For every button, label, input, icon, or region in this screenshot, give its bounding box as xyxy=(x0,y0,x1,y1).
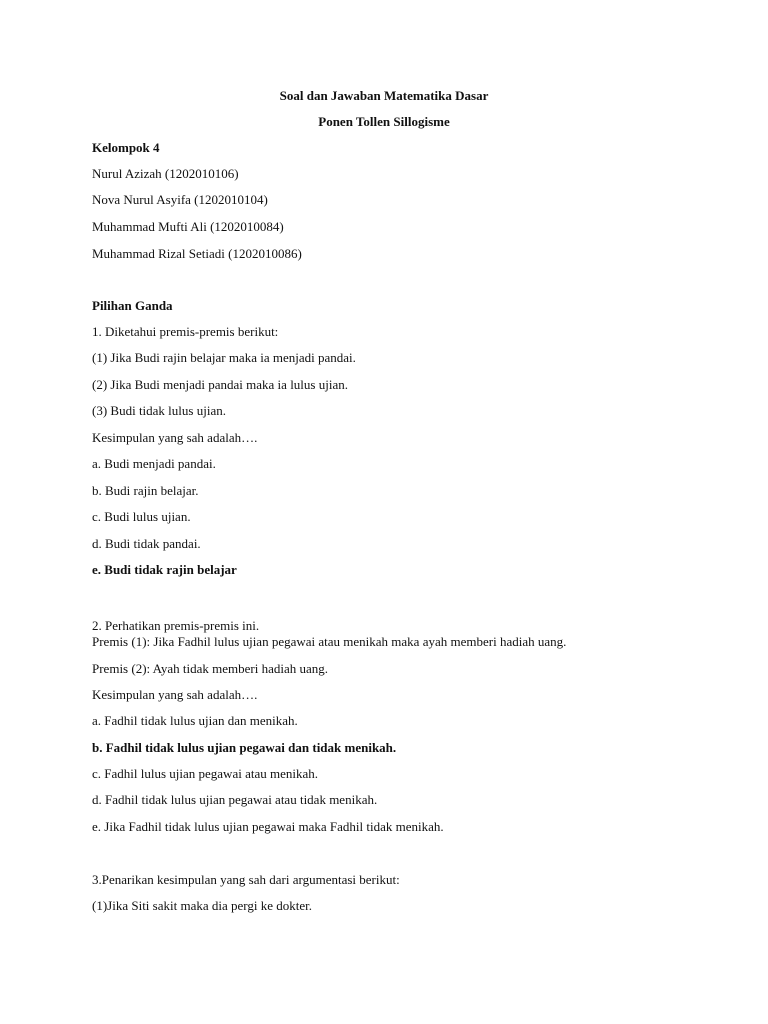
question-1-premise: (2) Jika Budi menjadi pandai maka ia lulus ujian. xyxy=(92,377,348,392)
section-title: Pilihan Ganda xyxy=(92,298,173,313)
group-label: Kelompok 4 xyxy=(92,140,160,155)
question-1-premise: (1) Jika Budi rajin belajar maka ia menjadi pandai. xyxy=(92,350,356,365)
question-2-premise: Premis (2): Ayah tidak memberi hadiah uang. xyxy=(92,661,328,676)
question-2-prompt: Kesimpulan yang sah adalah…. xyxy=(92,687,258,702)
group-member: Nurul Azizah (1202010106) xyxy=(92,166,239,181)
group-member: Nova Nurul Asyifa (1202010104) xyxy=(92,192,268,207)
question-1-option-b: b. Budi rajin belajar. xyxy=(92,483,199,498)
question-1-option-d: d. Budi tidak pandai. xyxy=(92,536,201,551)
question-3-intro: 3.Penarikan kesimpulan yang sah dari argumentasi berikut: xyxy=(92,872,400,887)
question-2-option-d: d. Fadhil tidak lulus ujian pegawai atau tidak menikah. xyxy=(92,792,378,807)
question-2-premise: Premis (1): Jika Fadhil lulus ujian pegawai atau menikah maka ayah memberi hadiah uang. xyxy=(92,634,567,649)
question-1-prompt: Kesimpulan yang sah adalah…. xyxy=(92,430,258,445)
question-1-option-e-answer: e. Budi tidak rajin belajar xyxy=(92,562,237,577)
group-member: Muhammad Mufti Ali (1202010084) xyxy=(92,219,284,234)
question-1-intro: 1. Diketahui premis-premis berikut: xyxy=(92,324,279,339)
question-1-premise: (3) Budi tidak lulus ujian. xyxy=(92,403,226,418)
question-3-premise: (1)Jika Siti sakit maka dia pergi ke dokter. xyxy=(92,898,312,913)
document-title: Soal dan Jawaban Matematika Dasar xyxy=(279,88,489,103)
question-2-option-a: a. Fadhil tidak lulus ujian dan menikah. xyxy=(92,713,298,728)
document-subtitle: Ponen Tollen Sillogisme xyxy=(318,114,450,129)
question-2-intro: 2. Perhatikan premis-premis ini. xyxy=(92,618,260,633)
question-2-option-b-answer: b. Fadhil tidak lulus ujian pegawai dan tidak menikah. xyxy=(92,740,397,755)
question-2-option-e: e. Jika Fadhil tidak lulus ujian pegawai maka Fadhil tidak menikah. xyxy=(92,819,444,834)
question-1-option-c: c. Budi lulus ujian. xyxy=(92,509,191,524)
group-member: Muhammad Rizal Setiadi (1202010086) xyxy=(92,246,302,261)
question-1-option-a: a. Budi menjadi pandai. xyxy=(92,456,216,471)
question-2-option-c: c. Fadhil lulus ujian pegawai atau menikah. xyxy=(92,766,318,781)
